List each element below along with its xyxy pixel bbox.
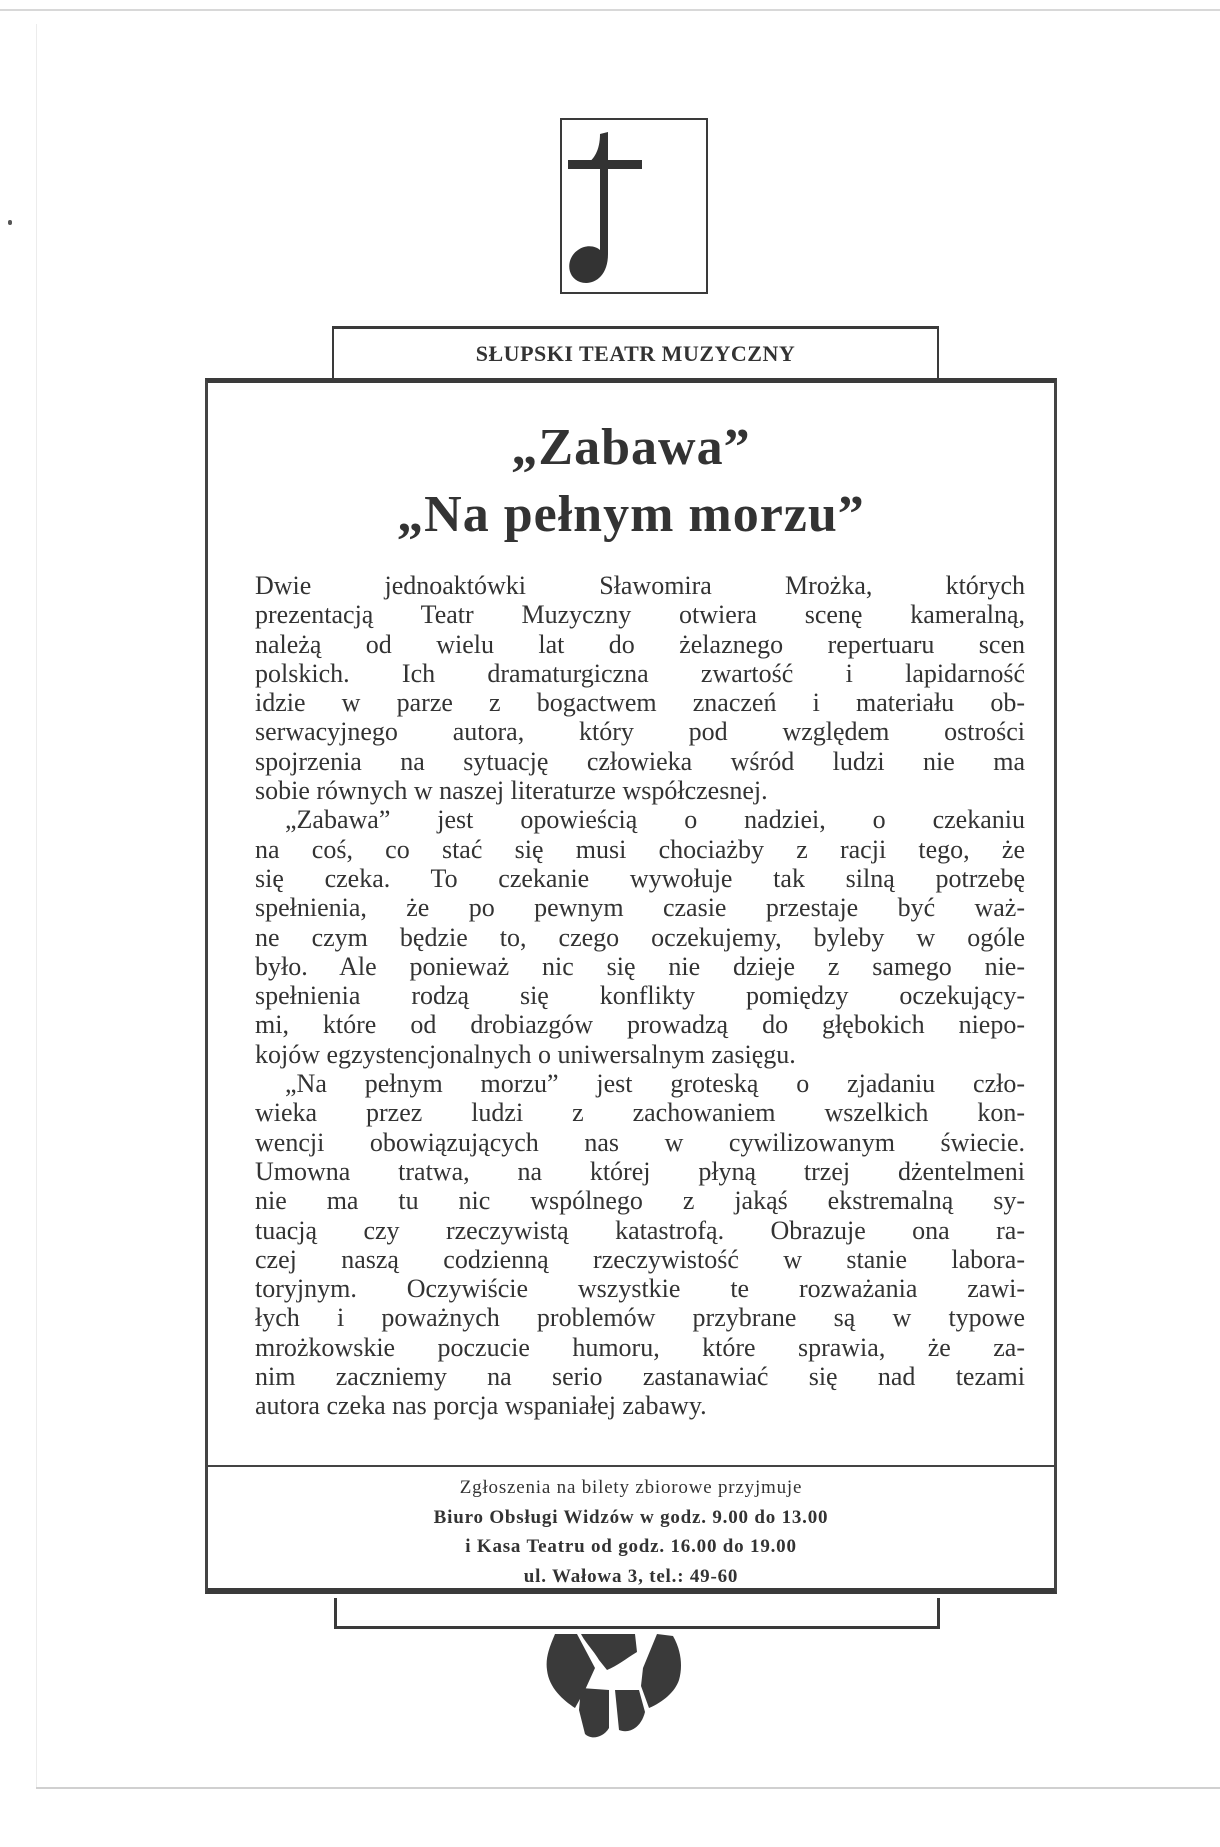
article-line: tuacją czy rzeczywistą katastrofą. Obrazuje ona ra- [255, 1215, 1025, 1245]
article-line: toryjnym. Oczywiście wszystkie te rozważania zawi- [255, 1274, 1025, 1304]
article-line: łych i poważnych problemów przybrane są w typowe [255, 1303, 1025, 1333]
article-line: mrożkowskie poczucie humoru, które sprawia, że za- [255, 1332, 1025, 1362]
article-line: na coś, co stać się musi chociażby z racji tego, że [255, 834, 1025, 864]
article-line: polskich. Ich dramaturgiczna zwartość i lapidarność [255, 658, 1025, 688]
title-zabawa: „Zabawa” [511, 419, 751, 476]
ticket-info-line: Zgłoszenia na bilety zbiorowe przyjmuje [459, 1477, 803, 1498]
page-top-edge [0, 9, 1220, 11]
mask-ornament-icon [545, 1630, 685, 1747]
article-line: serwacyjnego autora, który pod względem ostrości [255, 717, 1025, 747]
article-line: idzie w parze z bogactwem znaczeń i materiału ob- [255, 688, 1025, 718]
article-line: „Zabawa” jest opowieścią o nadziei, o czekaniu [285, 805, 1025, 835]
theatre-logo [560, 118, 708, 294]
article-line: się czeka. To czekanie wywołuje tak silną potrzebę [255, 863, 1025, 893]
ticket-info-box [205, 1465, 1057, 1589]
article-line: spojrzenia na sytuację człowieka wśród ludzi nie ma [255, 746, 1025, 776]
article-line: wencji obowiązujących nas w cywilizowanym świecie. [255, 1127, 1025, 1157]
article-line: wieka przez ludzi z zachowaniem wszelkich kon- [255, 1098, 1025, 1128]
page-bottom-edge [36, 1787, 1220, 1789]
page-left-edge [36, 24, 37, 1788]
article-line: kojów egzystencjonalnych o uniwersalnym zasięgu. [255, 1039, 796, 1069]
article-line: sobie równych w naszej literaturze współczesnej. [255, 776, 768, 806]
ticket-info-hours-office: Biuro Obsługi Widzów w godz. 9.00 do 13.00 [433, 1506, 829, 1528]
article-line: czej naszą codzienną rzeczywistość w stanie labora- [255, 1244, 1025, 1274]
title-na-pelnym-morzu: „Na pełnym morzu” [397, 486, 865, 543]
article-line: autora czeka nas porcja wspaniałej zabawy. [255, 1391, 707, 1421]
ticket-info-address: ul. Wałowa 3, tel.: 49-60 [523, 1565, 739, 1587]
article-body [255, 571, 1025, 1421]
article-line: Dwie jednoaktówki Sławomira Mrożka, których [255, 571, 1025, 600]
article-line: spełnienia, że po pewnym czasie przestaje być waż- [255, 893, 1025, 923]
bottom-bracket [334, 1598, 940, 1629]
article-line: ne czym będzie to, czego oczekujemy, byleby w ogóle [255, 922, 1025, 952]
article-line: „Na pełnym morzu” jest groteską o zjadaniu czło- [285, 1069, 1025, 1099]
article-line: prezentacją Teatr Muzyczny otwiera scenę kameralną, [255, 600, 1025, 630]
article-line: należą od wielu lat do żelaznego repertuaru scen [255, 629, 1025, 659]
speck [8, 220, 12, 225]
article-line: spełnienia rodzą się konflikty pomiędzy oczekujący- [255, 981, 1025, 1011]
theatre-header [332, 326, 939, 380]
theatre-name: SŁUPSKI TEATR MUZYCZNY [475, 341, 796, 366]
article-line: nie ma tu nic wspólnego z jakąś ekstremalną sy- [255, 1186, 1025, 1216]
article-line: mi, które od drobiazgów prowadzą do głębokich niepo- [255, 1010, 1025, 1040]
article-line: Umowna tratwa, na której płyną trzej dżentelmeni [255, 1156, 1025, 1186]
ticket-info-hours-box-office: i Kasa Teatru od godz. 16.00 do 19.00 [465, 1536, 797, 1557]
article-line: nim zaczniemy na serio zastanawiać się nad tezami [255, 1362, 1025, 1392]
article-line: było. Ale ponieważ nic się nie dzieje z samego nie- [255, 951, 1025, 981]
music-note-logo-icon [562, 120, 706, 292]
